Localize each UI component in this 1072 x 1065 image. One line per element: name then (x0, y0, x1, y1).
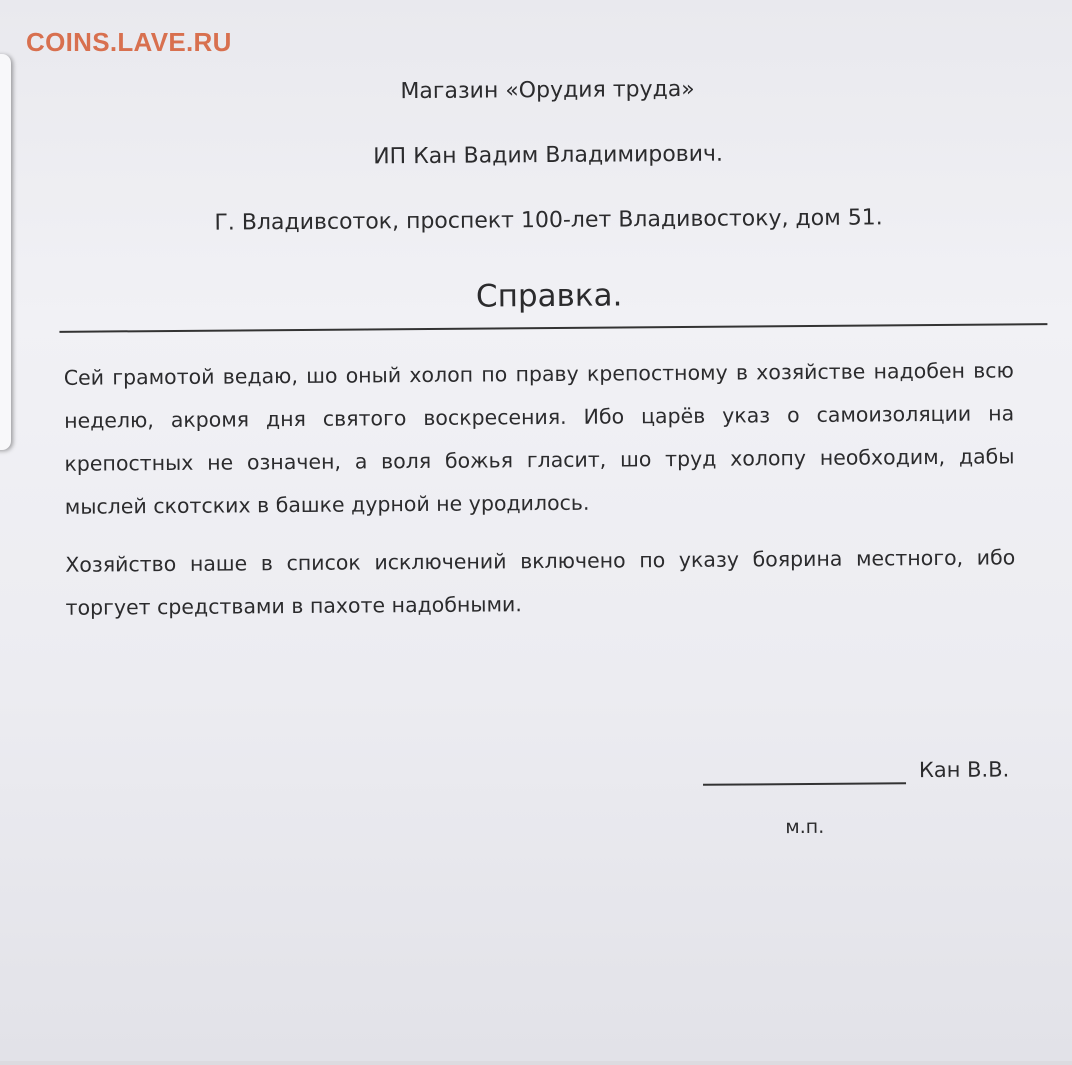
watermark: COINS.LAVE.RU (26, 27, 232, 57)
document-title: Справка. (475, 277, 623, 315)
shop-address: Г. Владивсоток, проспект 100-лет Владивостоку, дом 51. (214, 205, 883, 236)
title-divider (59, 323, 1047, 333)
signature-line (703, 782, 906, 785)
body-paragraph-1: Сей грамотой ведаю, шо оный холоп по праву крепостному в хозяйстве надобен всю неделю, акромя дня святого воскресения. Ибо царёв указ о самоизоляции на крепостных не означен, а воля божья гласит, шо труд холопу необходим, дабы мыслей скотских в башке дурной не уродилось. (63, 358, 1015, 519)
body-paragraph-2: Хозяйство наше в список исключений включено по указу боярина местного, ибо торгует средствами в пахоте надобными. (65, 545, 1016, 620)
seal-placeholder: м.п. (785, 815, 825, 839)
owner-name: ИП Кан Вадим Владимирович. (373, 141, 724, 170)
signer-name: Кан В.В. (918, 757, 1010, 783)
shop-name: Магазин «Орудия труда» (400, 76, 695, 105)
